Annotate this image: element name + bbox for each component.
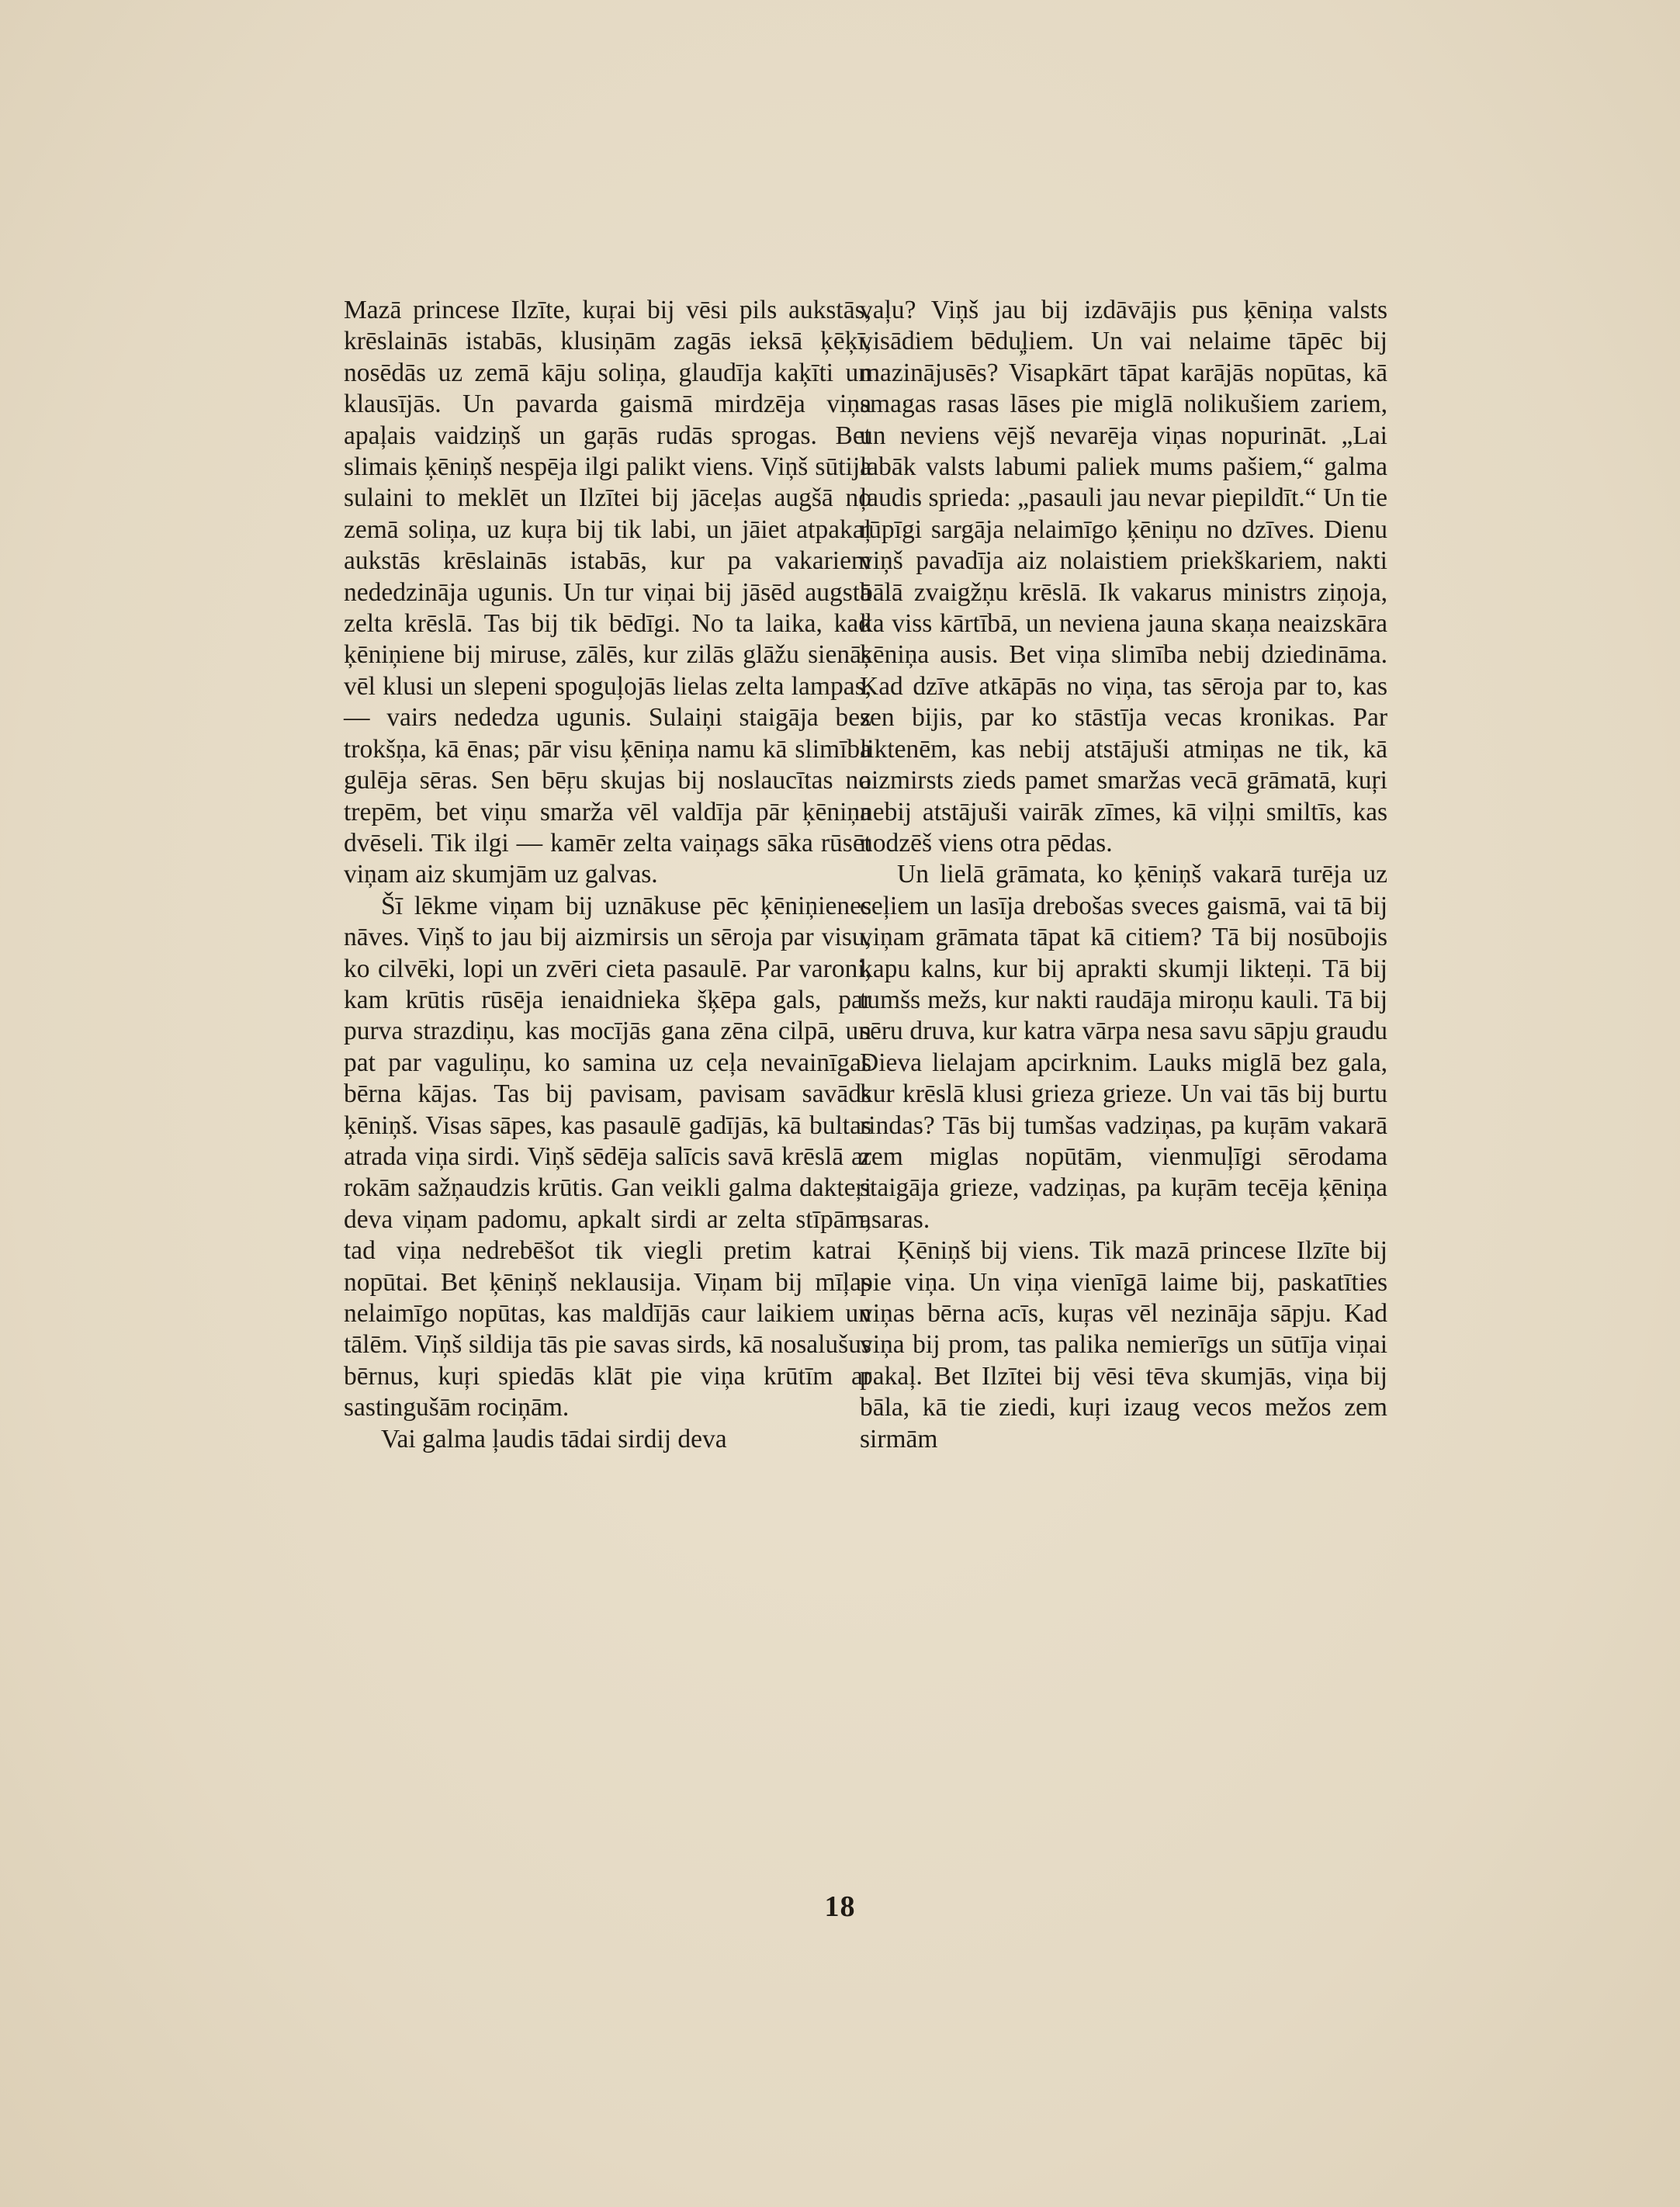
paragraph-left-3: Vai galma ļaudis tādai sirdij deva	[381, 1424, 727, 1453]
paragraph-right-2: Un lielā grāmata, ko ķēniņš vakarā turēja uz ceļiem un lasīja drebošas sveces gaismā, vai tā bij viņam grāmata tāpat kā citiem? Tā bij nosūbojis kapu kalns, kur bij aprakti skumji likteņi. Tā bij tumšs mežs, kur nakti raudāja miroņu kauli. Tā bij sēru druva, kur katra vārpa nesa savu sāpju graudu Dieva lielajam apcirknim. Lauks miglā bez gala, kur krēslā klusi grieza grieze. Un vai tās bij burtu rindas? Tās bij tumšas vadziņas, pa kuŗām vakarā zem miglas nopūtām, vienmuļīgi sērodama staigāja grieze, vadziņas, pa kuŗām tecēja ķēniņa asaras.	[860, 860, 1387, 1234]
text-column-left	[344, 295, 871, 1455]
paragraph-right-1: vaļu? Viņš jau bij izdāvājis pus ķēniņa valsts visādiem bēdu̦ļiem. Un vai nelaime tāpēc bij mazinājusēs? Visapkārt tāpat karājās nopūtas, kā smagas rasas lāses pie miglā nolikušiem zariem, un neviens vējš nevarēja viņas nopurināt. „Lai labāk valsts labumi paliek mums pašiem,“ galma ļaudis sprieda: „pasauli jau nevar piepildīt.“ Un tie rūpīgi sargāja nelaimīgo ķēniņu no dzīves. Dienu viņš pavadīja aiz nolaistiem priekškariem, nakti bālā zvaigžņu krēslā. Ik vakarus ministrs ziņoja, ka viss kārtībā, un neviena jauna skaņa neaizskāra ķēniņa ausis. Bet viņa slimība nebij dziedināma. Kad dzīve atkāpās no viņa, tas sēroja par to, kas sen bijis, par ko stāstīja vecas kronikas. Par liktenēm, kas nebij atstājuši atmiņas ne tik, kā aizmirsts zieds pamet smaržas vecā grāmatā, kuŗi nebij atstājuši vairāk zīmes, kā viļņi smiltīs, kas nodzēš viens otra pēdas.	[860, 296, 1387, 858]
paragraph-left-1: Mazā princese Ilzīte, kuŗai bij vēsi pils aukstās, krēslainās istabās, klusiņām zagās ieksā ķēķī, nosēdās uz zemā kāju soliņa, glaudīja kaķīti un klausījās. Un pavarda gaismā mirdzēja viņa apaļais vaidziņš un gaŗās rudās sprogas. Bet slimais ķēniņš nespēja ilgi palikt viens. Viņš sūtija sulaini to meklēt un Ilzītei bij jāceļas augšā no zemā soliņa, uz kuŗa bij tik labi, un jāiet atpakaļ aukstās krēslainās istabās, kur pa vakariem nededzināja ugunis. Un tur viņai bij jāsēd augstā zelta krēslā. Tas bij tik bēdīgi. No ta laika, kad ķēniņiene bij miruse, zālēs, kur zilās glāžu sienās vēl klusi un slepeni spoguļojās lielas zelta lampas, — vairs nededza ugunis. Sulaiņi staigāja bez trokšņa, kā ēnas; pār visu ķēniņa namu kā slimība gulēja sēras. Sen bēŗu skujas bij noslaucītas no trepēm, bet viņu smarža vēl valdīja pār ķēniņa dvēseli. Tik ilgi — kamēr zelta vaiņags sāka rūsēt viņam aiz skumjām uz galvas.	[344, 296, 871, 889]
page-number: 18	[824, 1890, 856, 1923]
paragraph-left-2: Šī lēkme viņam bij uznākuse pēc ķēniņienes nāves. Viņš to jau bij aizmirsis un sēroja par visu, ko cilvēki, lopi un zvēri cieta pasaulē. Par varoni, kam krūtis rūsēja ienaidnieka šķēpa gals, par purva strazdiņu, kas mocījās gana zēna cilpā, un pat par vaguliņu, ko samina uz ceļa nevainīgas bērna kājas. Tas bij pavisam, pavisam savāds ķēniņš. Visas sāpes, kas pasaulē gadījās, kā bultas atrada viņa sirdi. Viņš sēdēja salīcis savā krēslā ar rokām sažņaudzis krūtis. Gan veikli galma dakteŗi deva viņam padomu, apkalt sirdi ar zelta stīpām, tad viņa nedrebēšot tik viegli pretim katrai nopūtai. Bet ķēniņš neklausija. Viņam bij mīļas nelaimīgo nopūtas, kas maldījās caur laikiem un tālēm. Viņš sildija tās pie savas sirds, kā nosalušus bērnus, kuŗi spiedās klāt pie viņa krūtīm ar sastingušām rociņām.	[344, 891, 871, 1422]
paragraph-right-3: Ķēniņš bij viens. Tik mazā princese Ilzīte bij pie viņa. Un viņa vienīgā laime bij, paskatīties viņas bērna acīs, kuŗas vēl nezināja sāpju. Kad viņa bij prom, tas palika nemierīgs un sūtīja viņai pakaļ. Bet Ilzītei bij vēsi tēva skumjās, viņa bij bāla, kā tie ziedi, kuŗi izaug vecos mežos zem sirmām	[860, 1236, 1387, 1453]
text-column-right	[860, 295, 1387, 1455]
